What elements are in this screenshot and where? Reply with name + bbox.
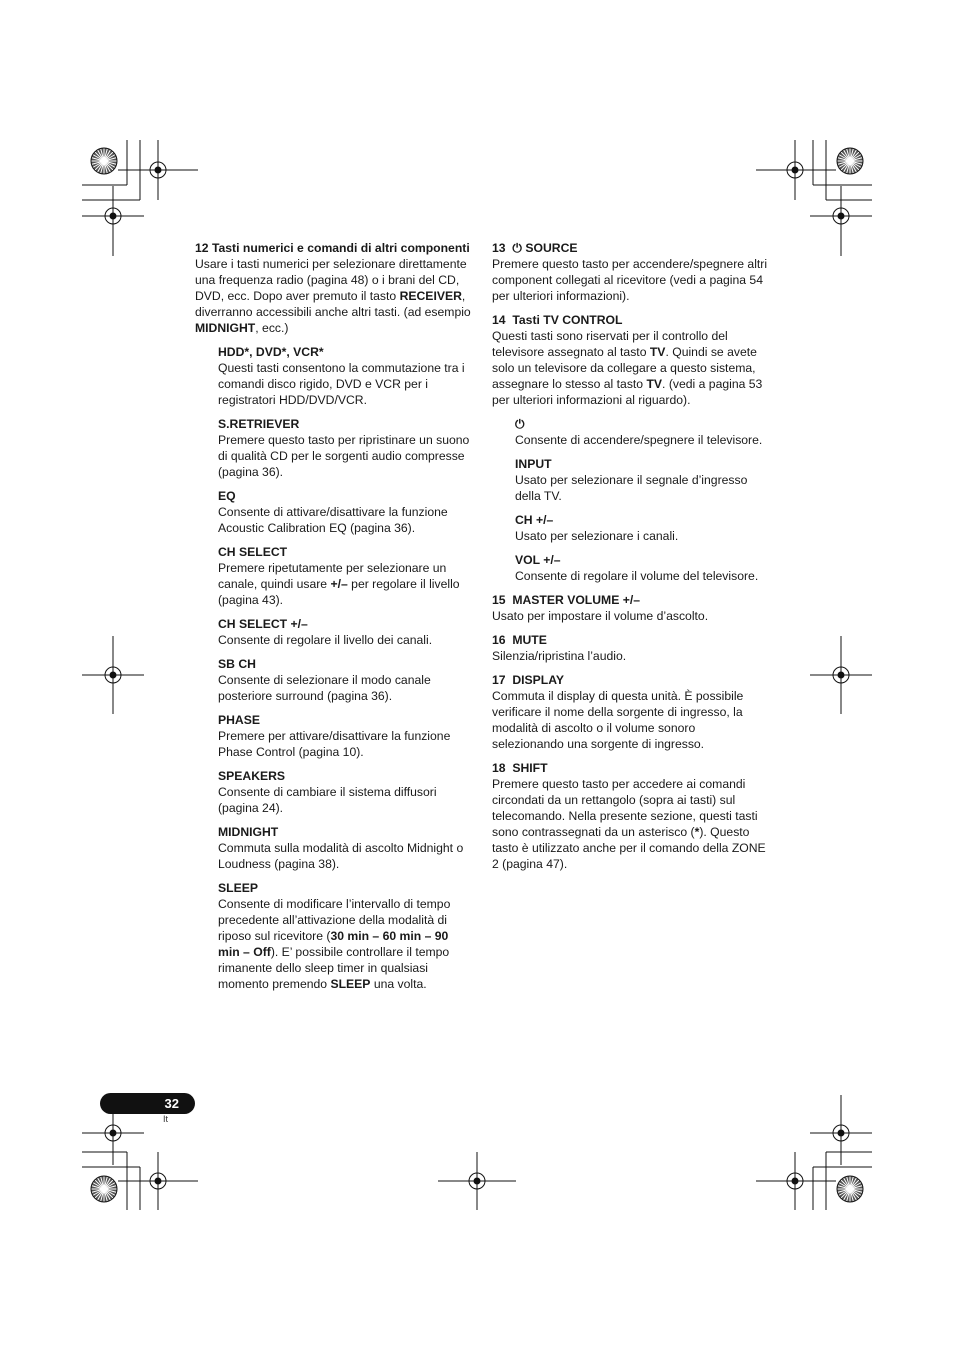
sub-item — [515, 416, 768, 448]
section-title: SHIFT — [512, 761, 548, 775]
text-run: ). Questo tasto è utilizzato anche per il comando della ZONE 2 (pagina 47). — [492, 825, 766, 871]
text-run: Commuta sulla modalità di ascolto Midnight o Loudness (pagina 38). — [218, 841, 464, 871]
sub-item-body — [515, 528, 768, 544]
section-body — [492, 688, 768, 752]
section-16 — [492, 632, 768, 664]
bold-text: RECEIVER — [399, 289, 462, 303]
left-column — [195, 240, 471, 1000]
section-number: 17 — [492, 673, 506, 687]
text-run: Consente di cambiare il sistema diffusori (pagina 24). — [218, 785, 437, 815]
sub-item-title: INPUT — [515, 457, 552, 471]
starburst-bottom-left — [91, 1176, 117, 1202]
section-14 — [492, 312, 768, 408]
section-number: 13 — [492, 241, 506, 255]
target-mid-left — [82, 636, 144, 714]
target-mid-right — [810, 636, 872, 714]
sub-item-title: SLEEP — [218, 881, 258, 895]
sub-item-paragraph — [218, 728, 471, 760]
section-items — [492, 416, 768, 584]
section-body — [492, 328, 768, 408]
target-bottom-center — [438, 1152, 516, 1210]
page-number: 32 — [164, 1096, 179, 1111]
section-paragraph — [492, 688, 768, 752]
sub-item-paragraph — [515, 472, 768, 504]
bold-text: * — [694, 825, 700, 839]
text-run: , diverranno accessibili anche altri tasti. (ad esempio — [195, 289, 471, 319]
sub-item-title: VOL +/– — [515, 553, 561, 567]
section-heading — [492, 632, 768, 648]
power-icon: ⏻ — [512, 241, 522, 255]
text-run: Questi tasti sono riservati per il controllo del televisore assegnato al tasto — [492, 329, 728, 359]
text-run: Premere questo tasto per accendere/spegnere altri component collegati al ricevitore (vedi a pagina 54 per ulteriori informazioni). — [492, 257, 768, 303]
sub-item-body — [218, 632, 471, 648]
sub-item — [515, 456, 768, 504]
section-paragraph — [195, 256, 471, 336]
sub-item — [218, 488, 471, 536]
text-run: Usato per selezionare i canali. — [515, 529, 679, 543]
text-run: per regolare il livello (pagina 43). — [218, 577, 460, 607]
target-top-left-b — [82, 186, 144, 256]
sub-item-body — [218, 504, 471, 536]
section-body — [492, 608, 768, 624]
sub-item-body — [218, 728, 471, 760]
section-body — [492, 256, 768, 304]
target-top-left-a — [118, 140, 198, 200]
section-title: MASTER VOLUME +/– — [512, 593, 640, 607]
target-bottom-left-b — [118, 1152, 198, 1210]
section-heading: 12 Tasti numerici e comandi di altri componenti — [195, 241, 470, 255]
section-number: 14 — [492, 313, 506, 327]
target-bottom-right-a — [810, 1095, 872, 1165]
sub-item-paragraph — [218, 560, 471, 608]
sub-item-body — [515, 432, 768, 448]
sub-item — [218, 880, 471, 992]
section-body — [492, 648, 768, 664]
section-heading — [492, 672, 768, 688]
bold-text: MIDNIGHT — [195, 321, 256, 335]
text-run: Premere ripetutamente per selezionare un canale, quindi usare — [218, 561, 447, 591]
sub-item-paragraph — [515, 432, 768, 448]
page-language: It — [163, 1114, 169, 1124]
section-title: DISPLAY — [512, 673, 565, 687]
text-run: Silenzia/ripristina l’audio. — [492, 649, 627, 663]
starburst-top-left — [91, 148, 117, 174]
section-paragraph — [492, 256, 768, 304]
text-run: . (vedi a pagina 53 per ulteriori informazioni al riguardo). — [492, 377, 763, 407]
sub-item-paragraph — [218, 840, 471, 872]
sub-item-paragraph — [218, 360, 471, 408]
sub-item-body — [515, 568, 768, 584]
section-title: Tasti TV CONTROL — [512, 313, 623, 327]
sub-item — [218, 344, 471, 408]
text-run: Consente di modificare l’intervallo di tempo precedente all’attivazione della modalità di riposo sul ricevitore ( — [218, 897, 451, 943]
left-item-list — [195, 344, 471, 992]
section-heading — [492, 312, 768, 328]
text-run: Usato per selezionare il segnale d’ingresso della TV. — [515, 473, 748, 503]
sub-item-title: MIDNIGHT — [218, 825, 279, 839]
sub-item-paragraph — [218, 672, 471, 704]
sub-item-body — [218, 896, 471, 992]
text-run: Consente di regolare il volume del televisore. — [515, 569, 759, 583]
bold-text: TV — [649, 345, 666, 359]
section-body — [195, 256, 471, 336]
text-run: Questi tasti consentono la commutazione tra i comandi disco rigido, DVD e VCR per i registratori HDD/DVD/VCR. — [218, 361, 465, 407]
starburst-top-right — [837, 148, 863, 174]
text-run: Consente di attivare/disattivare la funzione Acoustic Calibration EQ (pagina 36). — [218, 505, 448, 535]
text-run: . Quindi se avete solo un televisore da collegare a questo sistema, assegnare lo stesso al tasto — [492, 345, 757, 391]
section-15 — [492, 592, 768, 624]
bold-text: 30 min – 60 min – 90 min – Off — [218, 929, 449, 959]
text-run: una volta. — [370, 977, 427, 991]
text-run: Commuta il display di questa unità. È possibile verificare il nome della sorgente di ingresso, la modalità di ascolto o il volume sonoro selezionando una sorgente di ingresso. — [492, 689, 744, 751]
text-run: Premere questo tasto per accedere ai comandi circondati da un rettangolo (sopra ai tasti) sul telecomando. Nella presente sezione, questi tasti sono contrassegnati da un asterisco ( — [492, 777, 758, 839]
sub-item — [515, 552, 768, 584]
section-12 — [195, 240, 471, 336]
sub-item-paragraph — [218, 504, 471, 536]
sub-item-title: CH SELECT — [218, 545, 288, 559]
section-17 — [492, 672, 768, 752]
sub-item-title: SPEAKERS — [218, 769, 286, 783]
bold-text: +/– — [330, 577, 348, 591]
target-top-right-b — [810, 186, 872, 256]
sub-item-title: CH SELECT +/– — [218, 617, 308, 631]
text-run: Premere per attivare/disattivare la funzione Phase Control (pagina 10). — [218, 729, 451, 759]
section-title: MUTE — [512, 633, 547, 647]
section-number: 15 — [492, 593, 506, 607]
sub-item — [218, 616, 471, 648]
sub-item — [218, 416, 471, 480]
sub-item — [218, 656, 471, 704]
sub-item-title: PHASE — [218, 713, 260, 727]
text-run: Consente di selezionare il modo canale posteriore surround (pagina 36). — [218, 673, 431, 703]
sub-item-body — [218, 784, 471, 816]
section-paragraph — [492, 608, 768, 624]
starburst-bottom-right — [837, 1176, 863, 1202]
sub-item-paragraph — [515, 568, 768, 584]
section-paragraph — [492, 776, 768, 872]
sub-item-title: ⏻ — [515, 417, 525, 431]
sub-item — [218, 544, 471, 608]
sub-item-body — [218, 840, 471, 872]
sub-item-paragraph — [218, 784, 471, 816]
section-number: 18 — [492, 761, 506, 775]
section-heading — [492, 240, 768, 256]
text-run: ). E’ possibile controllare il tempo rimanente dello sleep timer in qualsiasi momento premendo — [218, 945, 450, 991]
sub-item-body — [515, 472, 768, 504]
sub-item-body — [218, 672, 471, 704]
section-paragraph — [492, 328, 768, 408]
sub-item-body — [218, 560, 471, 608]
bold-text: SLEEP — [330, 977, 371, 991]
target-top-right-a — [756, 140, 836, 200]
right-column — [492, 240, 768, 880]
section-title: SOURCE — [525, 241, 578, 255]
section-number: 16 — [492, 633, 506, 647]
sub-item-title: HDD*, DVD*, VCR* — [218, 345, 324, 359]
text-run: , ecc.) — [255, 321, 289, 335]
sub-item — [218, 712, 471, 760]
sub-item-title: CH +/– — [515, 513, 554, 527]
sub-item-paragraph — [218, 632, 471, 648]
text-run: Usare i tasti numerici per selezionare direttamente una frequenza radio (pagina 48) o i brani del CD, DVD, ecc. Dopo aver premuto il tasto — [195, 257, 467, 303]
section-13 — [492, 240, 768, 304]
sub-item-paragraph — [218, 896, 471, 992]
bold-text: TV — [646, 377, 663, 391]
sub-item — [218, 768, 471, 816]
sub-item-paragraph — [515, 528, 768, 544]
page-number-tab — [100, 1093, 195, 1114]
section-heading — [492, 592, 768, 608]
sub-item — [515, 512, 768, 544]
text-run: Premere questo tasto per ripristinare un suono di qualità CD per le sorgenti audio compresse (pagina 36). — [218, 433, 470, 479]
sub-item-paragraph — [218, 432, 471, 480]
sub-item-title: EQ — [218, 489, 236, 503]
text-run: Usato per impostare il volume d’ascolto. — [492, 609, 709, 623]
sub-item-title: SB CH — [218, 657, 256, 671]
section-heading — [492, 760, 768, 776]
sub-item-body — [218, 432, 471, 480]
section-18 — [492, 760, 768, 872]
section-paragraph — [492, 648, 768, 664]
text-run: Consente di accendere/spegnere il televisore. — [515, 433, 763, 447]
sub-item — [218, 824, 471, 872]
target-bottom-right-b — [756, 1152, 836, 1210]
text-run: Consente di regolare il livello dei canali. — [218, 633, 433, 647]
sub-item-body — [218, 360, 471, 408]
sub-item-title: S.RETRIEVER — [218, 417, 300, 431]
section-body — [492, 776, 768, 872]
